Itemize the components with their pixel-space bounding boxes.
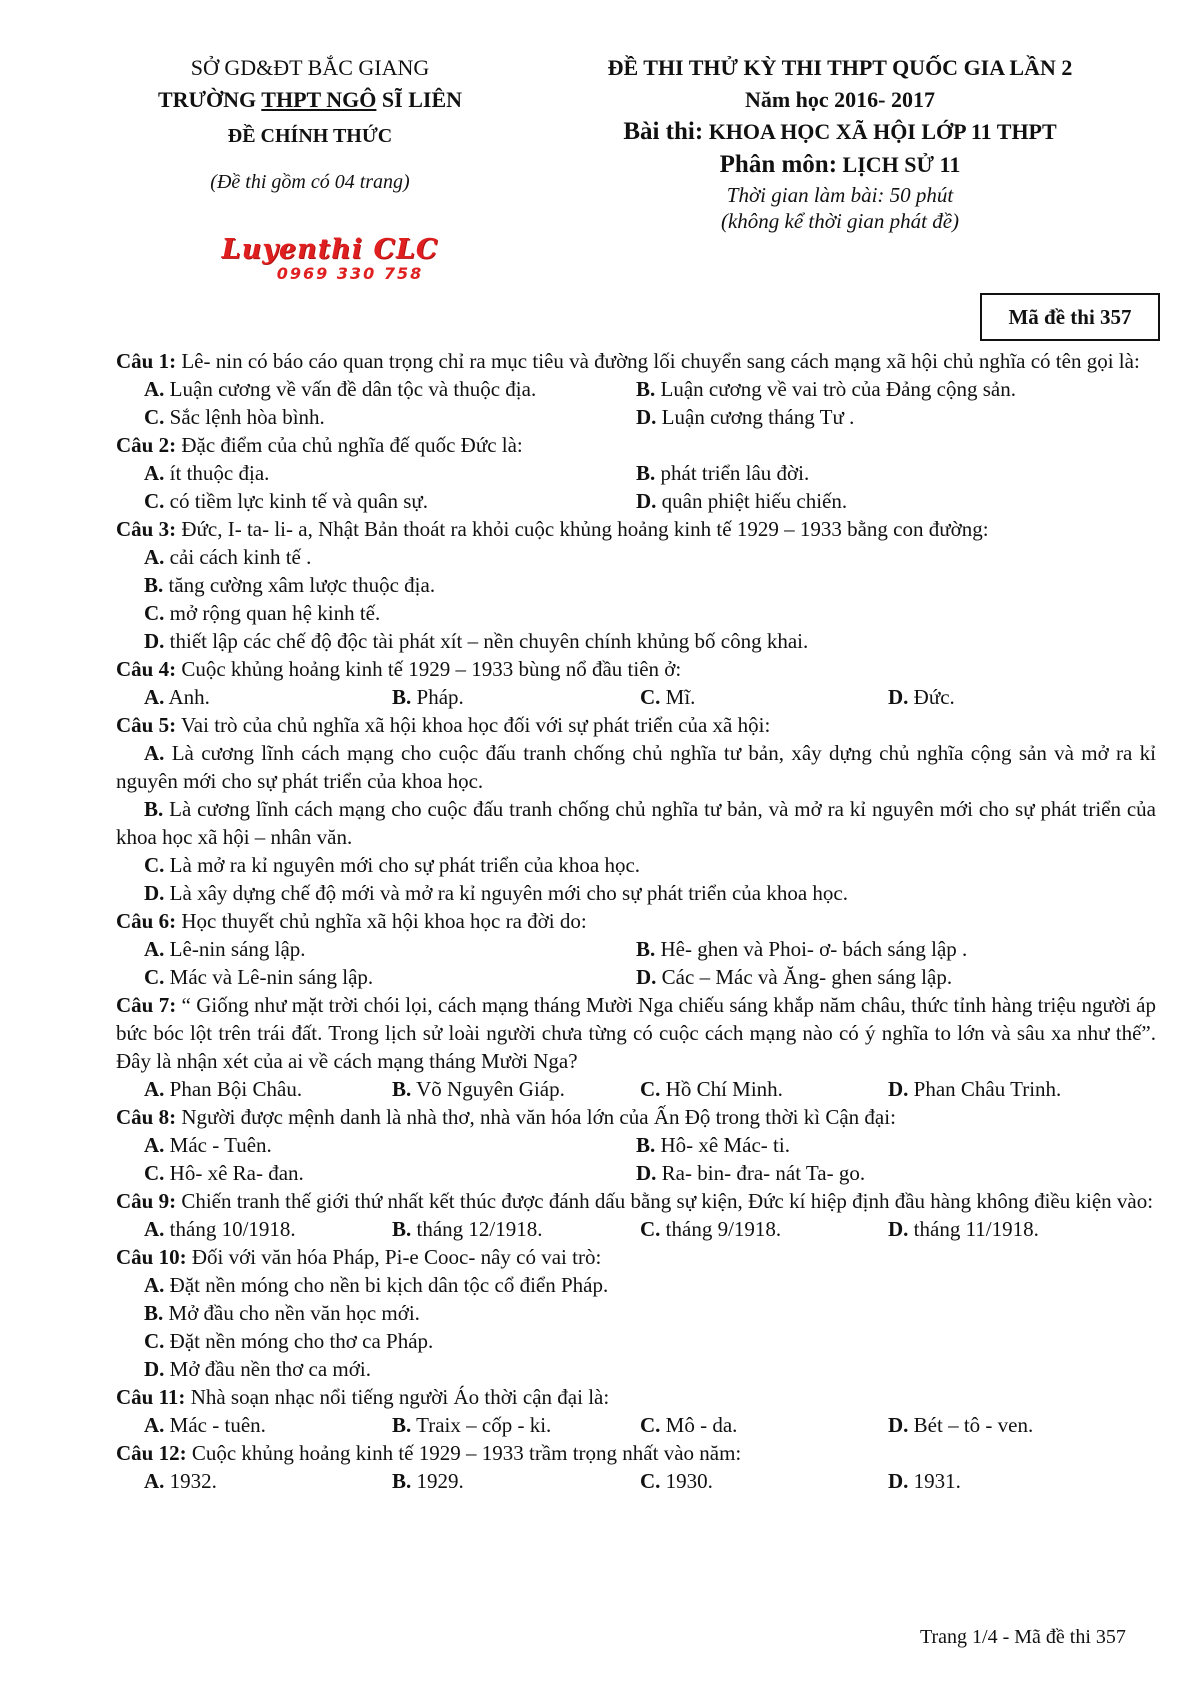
- option-text: tháng 11/1918.: [913, 1217, 1039, 1241]
- option-row: [116, 1411, 1156, 1439]
- option-row: [116, 1075, 1156, 1103]
- answer-option-c[interactable]: [144, 853, 640, 877]
- question-text: Nhà soạn nhạc nổi tiếng người Áo thời cận đại là:: [190, 1385, 610, 1409]
- option-letter: C.: [640, 1217, 661, 1241]
- answer-option-d[interactable]: [144, 881, 848, 905]
- question-number: Câu 5:: [116, 713, 177, 737]
- answer-option-d[interactable]: [888, 1075, 1156, 1103]
- option-row: [116, 963, 1156, 991]
- option-letter: D.: [636, 489, 657, 513]
- question-12: [116, 1439, 1156, 1495]
- option-letter: D.: [888, 1469, 909, 1493]
- option-letter: A.: [144, 1217, 165, 1241]
- question-6: [116, 907, 1156, 991]
- option-letter: C.: [144, 1161, 165, 1185]
- brand-logo: [210, 235, 450, 283]
- answer-option-b[interactable]: [144, 571, 1156, 599]
- answer-option-c[interactable]: [640, 1075, 888, 1103]
- option-letter: A.: [144, 545, 165, 569]
- question-stem: [116, 991, 1156, 1075]
- exam-header: [560, 52, 1120, 234]
- school-header: [120, 52, 500, 198]
- question-2: [116, 431, 1156, 515]
- option-letter: C.: [640, 1469, 661, 1493]
- answer-option-a[interactable]: [144, 1215, 392, 1243]
- answer-option-d[interactable]: [636, 403, 1142, 431]
- option-text: Pháp.: [416, 685, 464, 709]
- option-letter: A.: [144, 377, 165, 401]
- option-text: cải cách kinh tế .: [169, 545, 312, 569]
- option-letter: C.: [144, 405, 165, 429]
- option-text: Là mở ra kỉ nguyên mới cho sự phát triển của khoa học.: [169, 853, 641, 877]
- answer-option-c[interactable]: [144, 1327, 1156, 1355]
- exam-title: ĐỀ THI THỬ KỲ THI THPT QUỐC GIA LẦN 2: [607, 55, 1073, 80]
- option-row: [116, 1159, 1156, 1187]
- answer-option-c[interactable]: [144, 487, 636, 515]
- option-row: [116, 459, 1156, 487]
- school-year: Năm học 2016- 2017: [744, 87, 936, 112]
- option-letter: C.: [640, 1077, 661, 1101]
- option-text: Hê- ghen và Phoi- ơ- bách sáng lập .: [660, 937, 968, 961]
- option-letter: D.: [636, 405, 657, 429]
- answer-option-b[interactable]: [636, 1131, 1142, 1159]
- option-row: [116, 935, 1156, 963]
- brand-phone: 0969 330 758: [276, 264, 424, 283]
- question-number: Câu 9:: [116, 1189, 177, 1213]
- option-text: 1930.: [665, 1469, 713, 1493]
- option-letter: A.: [144, 1273, 165, 1297]
- answer-option-c[interactable]: [640, 1215, 888, 1243]
- option-text: Phan Bội Châu.: [169, 1077, 303, 1101]
- department-name: SỞ GD&ĐT BẮC GIANG: [190, 55, 430, 80]
- question-3: [116, 515, 1156, 655]
- option-letter: C.: [144, 965, 165, 989]
- option-text: tăng cường xâm lược thuộc địa.: [168, 573, 436, 597]
- option-text: Mác - tuên.: [169, 1413, 266, 1437]
- question-text: Đức, I- ta- li- a, Nhật Bản thoát ra khỏi cuộc khủng hoảng kinh tế 1929 – 1933 bằng con đường:: [181, 517, 989, 541]
- option-letter: B.: [636, 377, 656, 401]
- option-row: [116, 1215, 1156, 1243]
- option-text: Võ Nguyên Giáp.: [416, 1077, 565, 1101]
- option-letter: B.: [392, 1469, 412, 1493]
- option-letter: B.: [392, 685, 412, 709]
- question-number: Câu 6:: [116, 909, 177, 933]
- option-row: [116, 403, 1156, 431]
- option-text: Traix – cốp - ki.: [416, 1413, 552, 1437]
- option-letter: A.: [144, 1413, 165, 1437]
- exam-code-box: Mã đề thi 357: [980, 293, 1160, 341]
- option-row: [116, 1467, 1156, 1495]
- option-text: 1932.: [169, 1469, 217, 1493]
- school-name: TRƯỜNG THPT NGÔ SĨ LIÊN: [157, 87, 462, 112]
- question-text: Đặc điểm của chủ nghĩa đế quốc Đức là:: [181, 433, 523, 457]
- option-text: Mô - da.: [665, 1413, 738, 1437]
- answer-option-d[interactable]: [636, 963, 1142, 991]
- option-text: Ra- bin- đra- nát Ta- go.: [661, 1161, 866, 1185]
- question-stem: [116, 1187, 1156, 1215]
- option-text: tháng 12/1918.: [416, 1217, 543, 1241]
- exam-subsubject: Phân môn: LỊCH SỬ 11: [719, 151, 961, 178]
- option-text: ít thuộc địa.: [169, 461, 270, 485]
- answer-option-c[interactable]: [144, 1159, 636, 1187]
- option-letter: C.: [640, 685, 661, 709]
- option-text: Mác - Tuên.: [169, 1133, 272, 1157]
- answer-option-a[interactable]: [144, 1075, 392, 1103]
- option-text: Luận cương tháng Tư .: [661, 405, 855, 429]
- option-letter: C.: [144, 601, 165, 625]
- option-text: tháng 9/1918.: [665, 1217, 782, 1241]
- option-text: Bét – tô - ven.: [913, 1413, 1034, 1437]
- option-letter: A.: [144, 937, 165, 961]
- option-paragraph: [116, 851, 1156, 879]
- answer-option-b[interactable]: [636, 459, 1142, 487]
- question-text: Lê- nin có báo cáo quan trọng chỉ ra mục tiêu và đường lối chuyển sang cách mạng xã hội chủ nghĩa có tên gọi là:: [181, 349, 1140, 373]
- question-4: [116, 655, 1156, 711]
- option-text: Các – Mác và Ăng- ghen sáng lập.: [661, 965, 953, 989]
- option-text: Phan Châu Trinh.: [913, 1077, 1062, 1101]
- answer-option-a[interactable]: [116, 741, 1156, 793]
- option-letter: A.: [144, 741, 165, 765]
- answer-option-a[interactable]: [144, 935, 636, 963]
- question-1: [116, 347, 1156, 431]
- option-text: Luận cương về vai trò của Đảng cộng sản.: [660, 377, 1016, 401]
- answer-option-c[interactable]: [640, 1411, 888, 1439]
- option-letter: A.: [144, 1133, 165, 1157]
- question-11: [116, 1383, 1156, 1439]
- question-stem: [116, 1439, 1156, 1467]
- official-label: ĐỀ CHÍNH THỨC: [227, 125, 393, 147]
- question-stem: [116, 711, 1156, 739]
- option-letter: B.: [144, 1301, 164, 1325]
- answer-option-c[interactable]: [144, 403, 636, 431]
- answer-option-a[interactable]: [144, 1411, 392, 1439]
- question-number: Câu 3:: [116, 517, 177, 541]
- option-text: phát triển lâu đời.: [660, 461, 810, 485]
- answer-option-b[interactable]: [636, 935, 1142, 963]
- exam-duration-note: (không kể thời gian phát đề): [720, 209, 960, 233]
- answer-option-d[interactable]: [144, 1355, 1156, 1383]
- option-letter: C.: [144, 1329, 165, 1353]
- option-text: Đặt nền móng cho thơ ca Pháp.: [169, 1329, 434, 1353]
- answer-option-d[interactable]: [888, 1411, 1156, 1439]
- question-stem: [116, 907, 1156, 935]
- answer-option-b[interactable]: [392, 1467, 640, 1495]
- question-text: Người được mệnh danh là nhà thơ, nhà văn hóa lớn của Ấn Độ trong thời kì Cận đại:: [181, 1105, 896, 1129]
- option-text: Lê-nin sáng lập.: [169, 937, 306, 961]
- question-stem: [116, 655, 1156, 683]
- answer-option-b[interactable]: [144, 1299, 1156, 1327]
- question-stem: [116, 515, 1156, 543]
- option-text: Mĩ.: [665, 685, 696, 709]
- option-letter: B.: [636, 461, 656, 485]
- option-letter: B.: [636, 937, 656, 961]
- option-letter: D.: [144, 881, 165, 905]
- option-letter: D.: [144, 1357, 165, 1381]
- option-row: [116, 1299, 1156, 1327]
- answer-option-b[interactable]: [392, 683, 640, 711]
- option-letter: D.: [888, 1413, 909, 1437]
- question-stem: [116, 1243, 1156, 1271]
- option-text: mở rộng quan hệ kinh tế.: [169, 601, 381, 625]
- question-text: “ Giống như mặt trời chói lọi, cách mạng tháng Mười Nga chiếu sáng khắp năm châu, thức tỉnh hàng triệu người áp bức bóc lột trên trái đất. Trong lịch sử loài người chưa từng có cuộc cách mạng nào có ý nghĩa to lớn và sâu xa như thế”. Đây là nhận xét của ai về cách mạng tháng Mười Nga?: [116, 993, 1156, 1073]
- question-text: Vai trò của chủ nghĩa xã hội khoa học đối với sự phát triển của xã hội:: [180, 713, 771, 737]
- question-7: [116, 991, 1156, 1103]
- question-number: Câu 1:: [116, 349, 177, 373]
- option-text: Mở đầu nền thơ ca mới.: [169, 1357, 371, 1381]
- option-text: 1931.: [913, 1469, 961, 1493]
- option-text: Là cương lĩnh cách mạng cho cuộc đấu tranh chống chủ nghĩa tư bản, và mở ra kỉ nguyên mới cho sự phát triển của khoa học xã hội – nhân văn.: [116, 797, 1156, 849]
- option-text: Anh.: [168, 685, 210, 709]
- page-count-note: (Đề thi gồm có 04 trang): [210, 171, 410, 193]
- option-row: [116, 683, 1156, 711]
- answer-option-a[interactable]: [144, 1467, 392, 1495]
- option-row: [116, 1355, 1156, 1383]
- option-row: [116, 1271, 1156, 1299]
- option-row: [116, 487, 1156, 515]
- option-letter: D.: [888, 1077, 909, 1101]
- answer-option-b[interactable]: [392, 1411, 640, 1439]
- option-text: Hồ Chí Minh.: [665, 1077, 783, 1101]
- answer-option-c[interactable]: [144, 963, 636, 991]
- question-stem: [116, 431, 1156, 459]
- option-text: Mở đầu cho nền văn học mới.: [168, 1301, 420, 1325]
- answer-option-b[interactable]: [392, 1075, 640, 1103]
- option-paragraph: [116, 795, 1156, 851]
- question-number: Câu 2:: [116, 433, 177, 457]
- question-10: [116, 1243, 1156, 1383]
- option-text: Hô- xê Mác- ti.: [660, 1133, 790, 1157]
- option-text: Hô- xê Ra- đan.: [169, 1161, 304, 1185]
- answer-option-d[interactable]: [888, 1215, 1156, 1243]
- exam-duration: Thời gian làm bài: 50 phút: [726, 183, 954, 207]
- option-text: có tiềm lực kinh tế và quân sự.: [169, 489, 429, 513]
- option-letter: B.: [392, 1077, 412, 1101]
- answer-option-c[interactable]: [640, 1467, 888, 1495]
- answer-option-b[interactable]: [116, 797, 1156, 849]
- option-letter: A.: [144, 1469, 165, 1493]
- option-text: Đức.: [913, 685, 955, 709]
- option-text: Sắc lệnh hòa bình.: [169, 405, 325, 429]
- answer-option-b[interactable]: [636, 375, 1142, 403]
- option-letter: B.: [636, 1133, 656, 1157]
- option-letter: B.: [392, 1413, 412, 1437]
- answer-option-c[interactable]: [144, 599, 1156, 627]
- question-stem: [116, 1383, 1156, 1411]
- option-text: Luận cương về vấn đề dân tộc và thuộc địa.: [169, 377, 537, 401]
- answer-option-d[interactable]: [636, 1159, 1142, 1187]
- option-letter: D.: [636, 1161, 657, 1185]
- question-8: [116, 1103, 1156, 1187]
- answer-option-d[interactable]: [144, 627, 1156, 655]
- answer-option-d[interactable]: [888, 1467, 1156, 1495]
- option-text: Là xây dựng chế độ mới và mở ra kỉ nguyên mới cho sự phát triển của khoa học.: [169, 881, 848, 905]
- option-letter: D.: [144, 629, 165, 653]
- option-row: [116, 571, 1156, 599]
- option-paragraph: [116, 739, 1156, 795]
- option-row: [116, 1131, 1156, 1159]
- option-letter: A.: [144, 461, 165, 485]
- option-letter: C.: [144, 853, 165, 877]
- question-number: Câu 7:: [116, 993, 177, 1017]
- option-text: thiết lập các chế độ độc tài phát xít – nền chuyên chính khủng bố công khai.: [169, 629, 809, 653]
- answer-option-b[interactable]: [392, 1215, 640, 1243]
- answer-option-a[interactable]: [144, 375, 636, 403]
- question-text: Cuộc khủng hoảng kinh tế 1929 – 1933 trầm trọng nhất vào năm:: [191, 1441, 742, 1465]
- answer-option-c[interactable]: [640, 683, 888, 711]
- option-text: tháng 10/1918.: [169, 1217, 296, 1241]
- question-text: Chiến tranh thế giới thứ nhất kết thúc được đánh dấu bằng sự kiện, Đức kí hiệp định đầu hàng không điều kiện vào:: [181, 1189, 1154, 1213]
- answer-option-d[interactable]: [636, 487, 1142, 515]
- answer-option-a[interactable]: [144, 683, 392, 711]
- option-letter: D.: [888, 685, 909, 709]
- option-letter: B.: [144, 797, 164, 821]
- option-text: Là cương lĩnh cách mạng cho cuộc đấu tranh chống chủ nghĩa tư bản, xây dựng chủ nghĩa cộng sản và mở ra kỉ nguyên mới cho sự phát triển của khoa học.: [116, 741, 1156, 793]
- question-text: Đối với văn hóa Pháp, Pi-e Cooc- nây có vai trò:: [191, 1245, 602, 1269]
- answer-option-a[interactable]: [144, 1131, 636, 1159]
- question-number: Câu 11:: [116, 1385, 186, 1409]
- option-row: [116, 599, 1156, 627]
- question-stem: [116, 1103, 1156, 1131]
- option-letter: C.: [144, 489, 165, 513]
- question-number: Câu 8:: [116, 1105, 177, 1129]
- answer-option-a[interactable]: [144, 1271, 1156, 1299]
- question-stem: [116, 347, 1156, 375]
- option-row: [116, 543, 1156, 571]
- answer-option-a[interactable]: [144, 543, 1156, 571]
- answer-option-a[interactable]: [144, 459, 636, 487]
- option-letter: C.: [640, 1413, 661, 1437]
- question-5: [116, 711, 1156, 907]
- option-text: Đặt nền móng cho nền bi kịch dân tộc cổ điển Pháp.: [169, 1273, 609, 1297]
- option-letter: A.: [144, 685, 165, 709]
- option-row: [116, 375, 1156, 403]
- option-letter: A.: [144, 1077, 165, 1101]
- option-letter: B.: [392, 1217, 412, 1241]
- question-text: Cuộc khủng hoảng kinh tế 1929 – 1933 bùng nổ đầu tiên ở:: [181, 657, 682, 681]
- option-letter: D.: [888, 1217, 909, 1241]
- option-row: [116, 1327, 1156, 1355]
- exam-subject: Bài thi: KHOA HỌC XÃ HỘI LỚP 11 THPT: [623, 118, 1057, 145]
- question-number: Câu 10:: [116, 1245, 187, 1269]
- option-row: [116, 627, 1156, 655]
- option-paragraph: [116, 879, 1156, 907]
- answer-option-d[interactable]: [888, 683, 1156, 711]
- option-text: 1929.: [416, 1469, 464, 1493]
- question-list: [116, 347, 1156, 1495]
- option-letter: D.: [636, 965, 657, 989]
- page-footer: Trang 1/4 - Mã đề thi 357: [920, 1626, 1126, 1648]
- question-9: [116, 1187, 1156, 1243]
- question-number: Câu 4:: [116, 657, 177, 681]
- option-text: quân phiệt hiếu chiến.: [661, 489, 848, 513]
- brand-name: Luyenthi CLC: [221, 234, 439, 265]
- question-text: Học thuyết chủ nghĩa xã hội khoa học ra đời do:: [181, 909, 587, 933]
- option-letter: B.: [144, 573, 164, 597]
- question-number: Câu 12:: [116, 1441, 187, 1465]
- option-text: Mác và Lê-nin sáng lập.: [169, 965, 374, 989]
